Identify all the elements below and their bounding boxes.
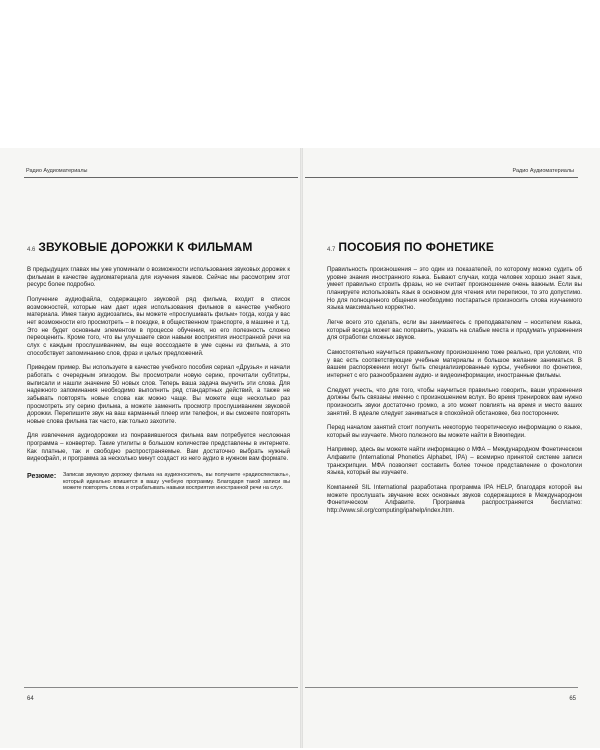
paragraph: В предыдущих главах мы уже упоминали о возможности использования звуковых дорожек к фильмам в качестве аудиоматериала для изучения языков. Сейчас мы рассмотрим этот ресурс более подробно. [27, 266, 290, 289]
right-page [303, 148, 600, 748]
left-page [0, 148, 300, 748]
section-title: ПОСОБИЯ ПО ФОНЕТИКЕ [338, 240, 494, 254]
section-number: 4.6 [27, 247, 36, 253]
paragraph: Например, здесь вы можете найти информацию о МФА – Международном Фонетическом Алфавите (International Phonetics Alphabet, IPA) – всемирно принятой системе записи транскрипции. МФА позволяет составить более точное представление о фонологии языка, который вы изучаете. [327, 446, 582, 477]
paragraph: Перед началом занятий стоит получить некоторую теоретическую информацию о языке, который вы изучаете. Много полезного вы можете найти в Википедии. [327, 424, 582, 439]
paragraph: Следует учесть, что для того, чтобы научиться правильно говорить, ваши упражнения должны быть связаны именно с произношением вслух. Во время тренировок вам нужно произносить звуки достаточно громко, а это может повлиять на время и место ваших занятий. В идеале следует заниматься в спокойной обстановке, без посторонних. [327, 386, 582, 417]
running-header: Радио Аудиоматериалы [26, 168, 88, 174]
summary-label: Резюме: [27, 473, 57, 481]
section-title: ЗВУКОВЫЕ ДОРОЖКИ К ФИЛЬМАМ [38, 240, 253, 254]
section-heading [27, 240, 290, 254]
paragraph: Для извлечения аудиодорожки из понравившегося фильма вам потребуется несложная программа – конвертер. Такие утилиты в большом количестве представлены в интернете. Как платные, так и свободно распространяемые. Вам достаточно выбрать нужный видеофайл, и программа за несколько минут создаст из него аудио в нужном вам формате. [27, 432, 290, 463]
summary-block [27, 472, 290, 492]
running-header: Радио Аудиоматериалы [512, 168, 574, 174]
footer-rule [305, 687, 578, 688]
summary-text: Записав звуковую дорожку фильма на аудионоситель, вы получаете «радиоспектакль», который идеально впишется в вашу учебную программу. Благодаря такой записи вы можете повторять слова и отрабатывать навыки восприятия иностранной речи на слух. [63, 472, 290, 492]
page-number: 64 [27, 696, 34, 702]
page-number: 65 [569, 696, 576, 702]
section-heading [327, 240, 582, 254]
paragraph: Легче всего это сделать, если вы занимаетесь с преподавателем – носителем языка, который всегда может вас поправить, указать на слабые места и продумать упражнения для отработки сложных звуков. [327, 318, 582, 342]
footer-rule [24, 687, 298, 688]
paragraph: Компанией SIL International разработана программа IPA HELP, благодаря которой вы можете прослушать звучание всех основных звуков содержащихся в Международном Фонетическом Алфавите. Программа распространяется бесплатно: http://www.sil.org/computing/ipahelp/index.htm. [327, 484, 582, 515]
header-rule [305, 177, 578, 178]
section-number: 4.7 [327, 247, 336, 253]
paragraph: Получение аудиофайла, содержащего звуковой ряд фильма, входит в список возможностей, которые нам дает идея использования фильмов в качестве учебного материала. Имея такую аудиозапись, вы можете «прослушивать фильм» тогда, когда у вас нет возможности его просмотреть – в поездке, в общественном транспорте, в машине и т.д. Это не будет основным элементом в процессе обучения, но его полезность сложно переоценить. Кроме того, что вы улучшаете свои навыки восприятия иностранной речи на слух с каждым прослушиванием, вы еще воссоздаете в уме сцены из фильма, а это способствует запоминанию слов, фраз и целых предложений. [27, 295, 290, 357]
paragraph: Самостоятельно научиться правильному произношению тоже реально, при условии, что у вас есть соответствующие учебные материалы и большое желание заниматься. В вашем распоряжении могут быть специализированные курсы, учебники по фонетике, интернет с его разнообразием аудио- и видеоинформации, иностранные фильмы. [327, 348, 582, 379]
paragraph: Правильность произношения – это один из показателей, по которому можно судить об уровне знания иностранного языка. Бывают случаи, когда человек хорошо знает язык, умеет правильно строить фразы, но не считает произношение очень важным. Если вы планируете использовать язык в основном для чтения или переписки, то это допустимо. Но для полноценного общения необходимо постараться произносить слова изучаемого языка максимально корректно. [327, 266, 582, 312]
header-rule [24, 177, 298, 178]
page-content [27, 240, 290, 492]
page-content [327, 240, 582, 522]
paragraph: Приведем пример. Вы используете в качестве учебного пособия сериал «Друзья» и начали работать с очередным эпизодом. Вы просмотрели новую серию, прочитали субтитры, выписали и нашли значение 50 новых слов. Теперь ваша задача выучить эти слова. Для надежного запоминания необходимо выполнить ряд стандартных действий, а также не забывать повторять новые слова как можно чаще. Вы можете еще несколько раз просмотреть эту серию фильма, а можете заменить просмотр прослушиванием звуковой дорожки. Перепишите звук на ваш карманный плеер или телефон, и вы сможете повторять новые слова фильма так часто, как только захотите. [27, 364, 290, 425]
